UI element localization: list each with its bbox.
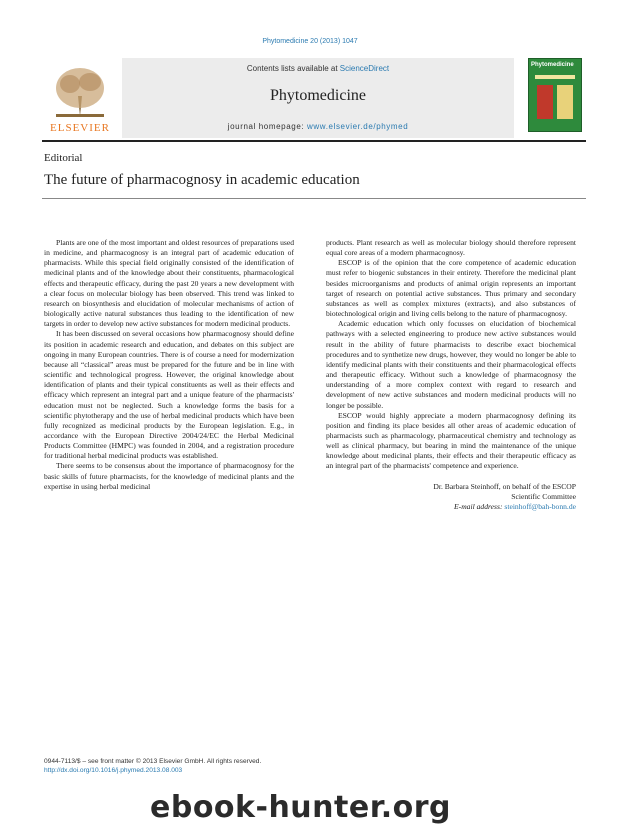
paragraph: There seems to be consensus about the importance of pharmacognosy for the basic skills of future pharmacists, for the knowledge of medicinal plants and the expertise in using herbal medicinal	[44, 461, 294, 491]
title-rule	[42, 198, 586, 199]
journal-cover-thumbnail	[528, 58, 582, 132]
article-footer	[44, 757, 261, 775]
paragraph-continuation: products. Plant research as well as molecular biology should therefore represent equal core areas of a modern pharmacognosy.	[326, 238, 576, 258]
email-label: E-mail address:	[454, 501, 503, 511]
homepage-prefix: journal homepage:	[227, 122, 308, 131]
homepage-link[interactable]: www.elsevier.de/phymed	[307, 122, 409, 131]
header-rule	[42, 140, 586, 142]
paragraph: Plants are one of the most important and oldest resources of preparations used in medicine, and pharmacognosy is an integral part of academic education of pharmacists. While this special field originally consisted of the identification of medicinal plants and of the knowledge about their constituents, pharmacological effects and therapeutic efficacy, during the past 20 years a new development with a clear focus on molecular biology has been observed. This trend was linked to research on biosynthesis and elucidation of molecular mechanisms of action of biologically active natural substances thus leading to the identification of new targets in order to develop new active substances for modern medicinal products.	[44, 238, 294, 329]
paragraph: Academic education which only focusses on elucidation of biochemical pathways with a selected engineering to produce new active substances would result in the ability of future pharmacists to describe exact biochemical procedures and to synthetize new drugs, however, they would no longer be able to identify medicinal plants with their constituents and their pharmacological effects and therapeutic efficacy. Without such a knowledge of pharmacognosy the understanding of a more complex context with regard to research and development of new active substances and modern medicinal products will no longer be possible.	[326, 319, 576, 410]
cover-art	[529, 59, 581, 131]
paragraph: ESCOP is of the opinion that the core competence of academic education must refer to biogenic substances in their entirety. Therefore the medicinal plant besides microorganisms and products of animal origin represents an important target of research on potential active substances. Thus primary and secondary substances as well as complex mixtures (extracts), and also substances of biotechnological origin and living cells belong to the nature of pharmacognosy.	[326, 258, 576, 319]
paragraph: ESCOP would highly appreciate a modern pharmacognosy defining its position and finding its place besides all other areas of academic education of pharmacists such as pharmacology, pharmaceutical chemistry and technology as well as clinical pharmacy, but bearing in mind the maintenance of the unique knowledge about medicinal plants, their effects and their therapeutic efficacy as an integral part of the pharmacists' competence and experience.	[326, 410, 576, 471]
email-link[interactable]: steinhoff@bah-bonn.de	[504, 501, 576, 511]
sciencedirect-link[interactable]: ScienceDirect	[339, 64, 390, 73]
elsevier-wordmark: ELSEVIER	[50, 122, 110, 134]
article-section: Editorial	[44, 152, 83, 164]
cover-title: Phytomedicine	[531, 62, 574, 68]
journal-citation: Phytomedicine 20 (2013) 1047	[262, 38, 358, 45]
watermark: ebook-hunter.org	[150, 790, 451, 825]
doi-link[interactable]: http://dx.doi.org/10.1016/j.phymed.2013.08.003	[44, 767, 183, 774]
journal-title: Phytomedicine	[270, 87, 366, 104]
signature-author: Dr. Barbara Steinhoff, on behalf of the ESCOP	[433, 481, 576, 491]
contents-prefix: Contents lists available at	[246, 64, 340, 73]
signature-email-line	[326, 502, 576, 512]
body-column-right	[326, 238, 576, 512]
signature-block	[326, 482, 576, 512]
body-column-left	[44, 238, 294, 492]
paragraph: It has been discussed on several occasions how pharmacognosy should define its position in academic research and education, and debates on this subject are ongoing in many European countries. There is of course a need for modernization because all “classical” areas must be prepared for the future and be in line with scientific and technological progress. However, the original knowledge about identification of plants and their typical constituents as well as their effects and efficacy which represent an integral part and a unique feature of the pharmacists' education must not be neglected. Such a knowledge forms the basis for a scientific phytotherapy and the use of herbal medicinal products which have been fully recognized as medicinal products by the European legislation. E.g., in accordance with the European Directive 2004/24/EC the Herbal Medicinal Products Committee (HMPC) was founded in 2004, and a registration procedure for traditional herbal medicinal products was established.	[44, 329, 294, 461]
journal-homepage	[122, 122, 514, 131]
contents-availability	[122, 64, 514, 73]
article-title: The future of pharmacognosy in academic education	[44, 172, 360, 188]
issn-line: 0944-7113/$ – see front matter © 2013 Elsevier GmbH. All rights reserved.	[44, 758, 262, 765]
signature-committee: Scientific Committee	[511, 491, 576, 501]
